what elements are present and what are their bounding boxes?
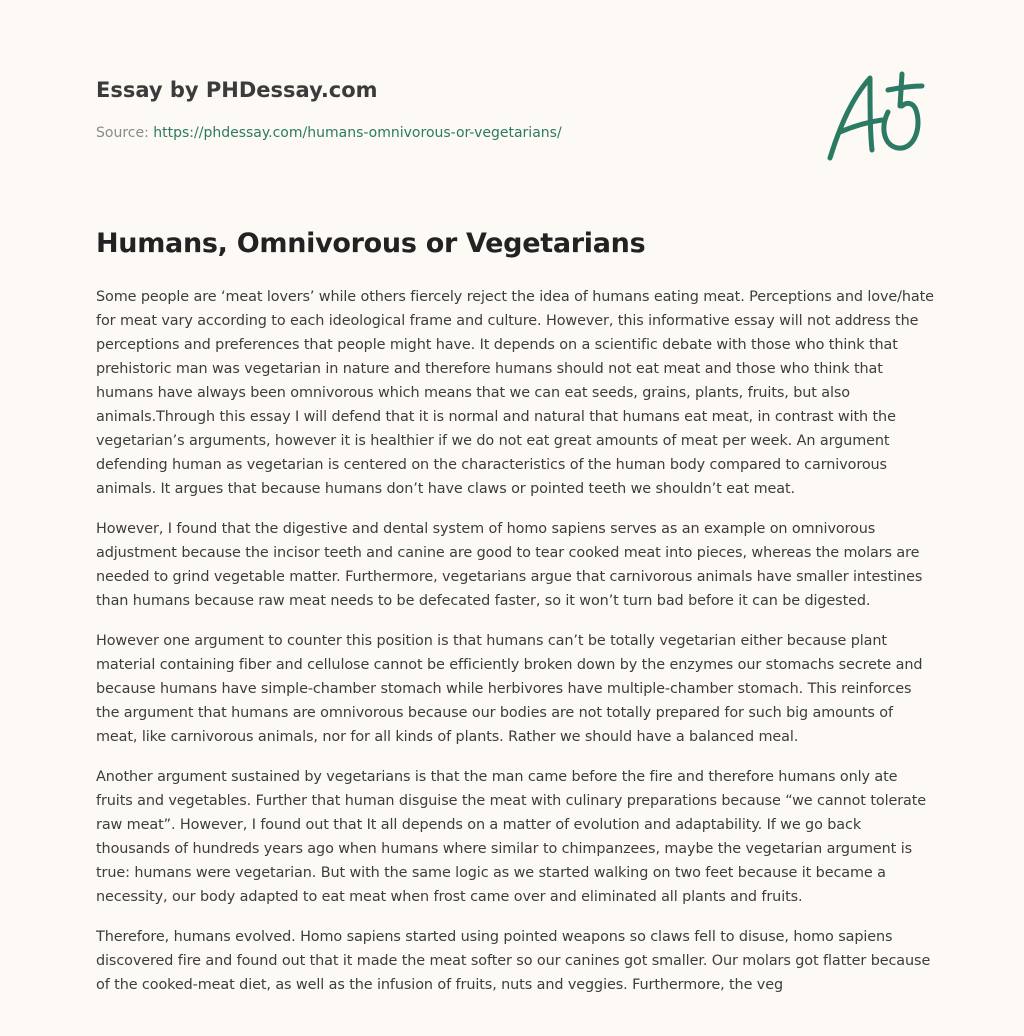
- essay-body: [96, 285, 936, 1013]
- essay-title: Humans, Omnivorous or Vegetarians: [96, 228, 646, 259]
- essay-paragraph: However, I found that the digestive and dental system of homo sapiens serves as an example on omnivorous adjustment because the incisor teeth and canine are good to tear cooked meat into pieces, whereas the molars are needed to grind vegetable matter. Furthermore, vegetarians argue that carnivorous animals have smaller intestines than humans because raw meat needs to be defecated faster, so it won’t turn bad before it can be digested.: [96, 521, 923, 609]
- a-plus-logo-icon: [818, 66, 928, 166]
- source-link[interactable]: https://phdessay.com/humans-omnivorous-or-vegetarians/: [153, 125, 562, 141]
- essay-paragraph: However one argument to counter this position is that humans can’t be totally vegetarian either because plant material containing fiber and cellulose cannot be efficiently broken down by the enzymes our stomachs secrete and because humans have simple-chamber stomach while herbivores have multiple-chamber stomach. This reinforces the argument that humans are omnivorous because our bodies are not totally prepared for such big amounts of meat, like carnivorous animals, nor for all kinds of plants. Rather we should have a balanced meal.: [96, 633, 923, 745]
- essay-paragraph: Therefore, humans evolved. Homo sapiens started using pointed weapons so claws fell to disuse, homo sapiens discovered fire and found out that it made the meat softer so our canines got smaller. Our molars got flatter because of the cooked-meat diet, as well as the infusion of fruits, nuts and veggies. Furthermore, the veg: [96, 929, 931, 993]
- page-header: [96, 76, 916, 141]
- essay-paragraph: Some people are ‘meat lovers’ while others fiercely reject the idea of humans eating meat. Perceptions and love/hate for meat vary according to each ideological frame and culture. However, this informative essay will not address the perceptions and preferences that people might have. It depends on a scientific debate with those who think that prehistoric man was vegetarian in nature and therefore humans should not eat meat and those who think that humans have always been omnivorous which means that we can eat seeds, grains, plants, fruits, but also animals.Through this essay I will defend that it is normal and natural that humans eat meat, in contrast with the vegetarian’s arguments, however it is healthier if we do not eat great amounts of meat per week. An argument defending human as vegetarian is centered on the characteristics of the human body compared to carnivorous animals. It argues that because humans don’t have claws or pointed teeth we shouldn’t eat meat.: [96, 289, 934, 497]
- brand-title: Essay by PHDessay.com: [96, 78, 378, 102]
- essay-paragraph: Another argument sustained by vegetarians is that the man came before the fire and therefore humans only ate fruits and vegetables. Further that human disguise the meat with culinary preparations because “we cannot tolerate raw meat”. However, I found out that It all depends on a matter of evolution and adaptability. If we go back thousands of hundreds years ago when humans where similar to chimpanzees, maybe the vegetarian argument is true: humans were vegetarian. But with the same logic as we started walking on two feet because it became a necessity, our body adapted to eat meat when frost came over and eliminated all plants and fruits.: [96, 769, 927, 905]
- source-line: [96, 124, 562, 142]
- source-label: Source:: [96, 125, 154, 141]
